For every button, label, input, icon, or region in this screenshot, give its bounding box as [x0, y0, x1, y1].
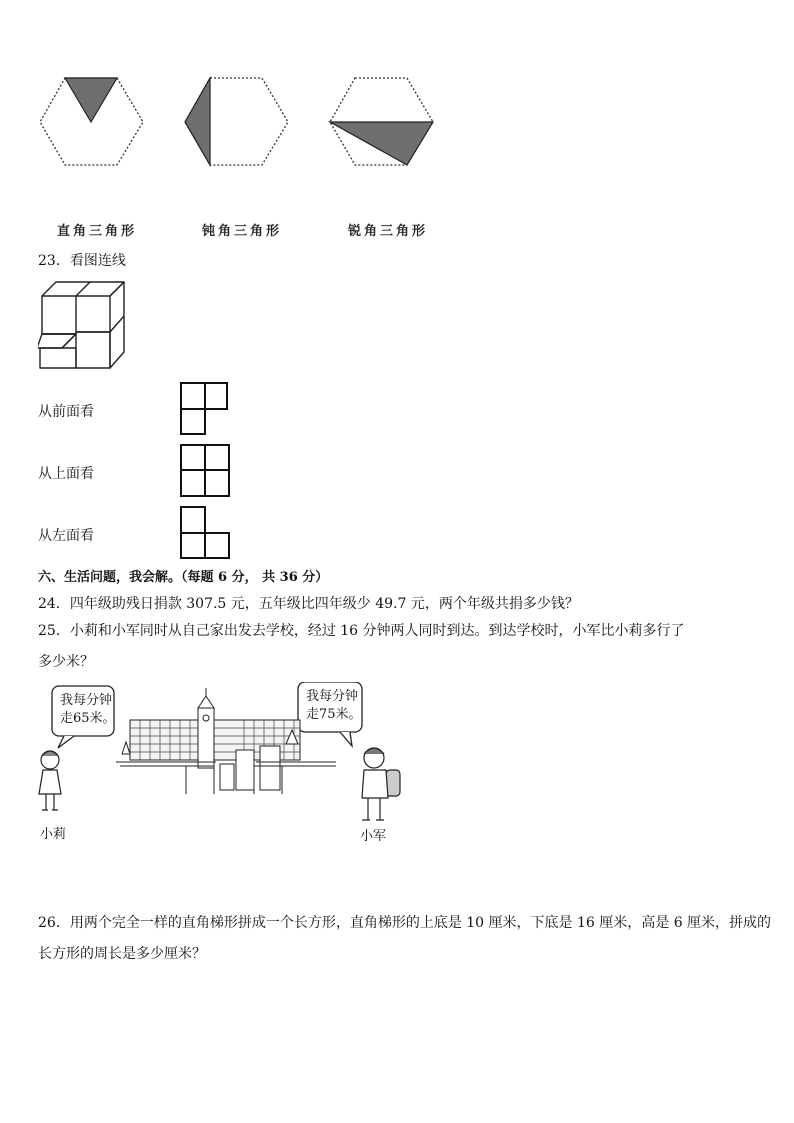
view-label-left: 从左面看: [38, 528, 94, 544]
hexagon-acute-triangle: [330, 78, 433, 165]
view-figure-top[interactable]: [180, 444, 232, 498]
q26-line2: 长方形的周长是多少厘米？: [38, 946, 206, 962]
bubble-left-line1: 我每分钟: [60, 693, 113, 708]
q23-title: 23．看图连线: [38, 253, 126, 269]
caption-acute-triangle: 锐角三角形: [348, 224, 429, 239]
view-figure-left[interactable]: [180, 506, 232, 560]
caption-right-triangle: 直角三角形: [57, 224, 138, 239]
boy-figure: [362, 748, 400, 820]
hexagon-figures: [38, 74, 438, 170]
girl-figure: [39, 751, 61, 810]
q25-line2: 多少米？: [38, 654, 94, 670]
bubble-right-line2: 走75米。: [306, 707, 362, 722]
q26-line1: 26．用两个完全一样的直角梯形拼成一个长方形，直角梯形的上底是 10 厘米，下底是 16 厘米，高是 6 厘米，拼成的: [38, 915, 772, 931]
view-figure-front[interactable]: [180, 382, 230, 436]
caption-obtuse-triangle: 钝角三角形: [202, 224, 283, 239]
bubble-left-text: [60, 692, 116, 728]
section-heading: 六、生活问题，我会解。（每题 6 分， 共 36 分）: [38, 570, 329, 585]
q26-text: [38, 908, 772, 970]
name-xiaojun: 小军: [360, 829, 387, 844]
bubble-right-text: [306, 688, 362, 724]
bubble-right-line1: 我每分钟: [306, 689, 359, 704]
view-label-top: 从上面看: [38, 466, 94, 482]
name-xiaoli: 小莉: [40, 827, 67, 842]
view-label-front: 从前面看: [38, 404, 94, 420]
hexagon-right-triangle: [40, 78, 143, 165]
bubble-left-line2: 走65米。: [60, 711, 116, 726]
q25-text: [38, 616, 758, 678]
q24-text: 24．四年级助残日捐款 307.5 元，五年级比四年级少 49.7 元，两个年级共捐多少钱？: [38, 596, 579, 612]
q25-line1: 25．小莉和小军同时从自己家出发去学校，经过 16 分钟两人同时到达。到达学校时，小军比小莉多行了: [38, 623, 685, 639]
hexagon-obtuse-triangle: [185, 78, 288, 165]
cube-stack-figure: [38, 280, 134, 374]
